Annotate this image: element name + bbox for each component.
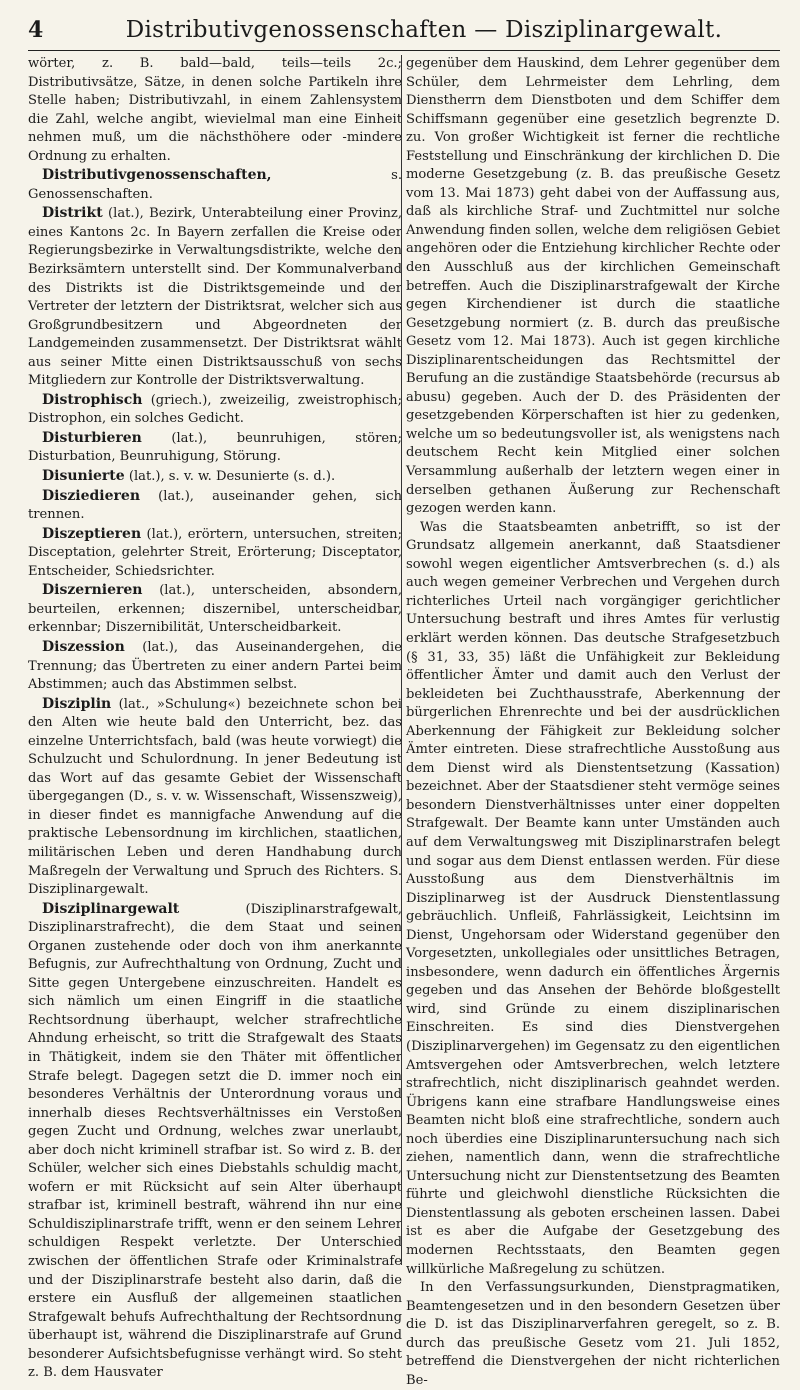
entry-text: (Disziplinarstrafgewalt, Disziplinarstrafrecht), die dem Staat und seinen Organen zustehende oder doch von ihm anerkannte Befugnis, zur Aufrechthaltung von Ordnung, Zucht und Sitte gegen Untergebene einzuschreiten. Handelt es sich nämlich um einen Eingriff in die staatliche Rechtsordnung überhaupt, welcher strafrechtliche Ahndung erheischt, so tritt die Strafgewalt des Staats in Thätigkeit, indem sie den Thäter mit öffentlicher Strafe belegt. Dagegen setzt die D. immer noch ein besonderes Verhältnis der Unterordnung voraus und innerhalb dieses Rechtsverhältnisses ein Verstoßen gegen Zucht und Ordnung, welches zwar unerlaubt, aber doch nicht kriminell strafbar ist. So wird z. B. der Schüler, welcher sich eines Diebstahls schuldig macht, wofern er mit Rücksicht auf sein Alter überhaupt strafbar ist, kriminell bestraft, während ihn nur eine Schuldisziplinarstrafe trifft, wenn er den seinem Lehrer schuldigen Respekt verletzte. Der Unterschied zwischen der öffentlichen Strafe oder Kriminalstrafe und der Disziplinarstrafe besteht also darin, daß die erstere ein Ausfluß der allgemeinen staatlichen Strafgewalt behufs Aufrechthaltung der Rechtsordnung überhaupt ist, während die Disziplinarstrafe auf Grund besonderer Aufsichtsbefugnisse verhängt wird. So steht z. B. dem Hausvater [28, 901, 402, 1381]
dictionary-entry [28, 638, 402, 695]
dictionary-entry [28, 695, 402, 900]
entry-text: (lat.), auseinander gehen, sich trennen. [28, 488, 402, 523]
dictionary-entry [28, 391, 402, 429]
entry-headword: Distributivgenossenschaften, [42, 167, 272, 184]
dictionary-entry [28, 581, 402, 638]
dictionary-entry [28, 204, 402, 390]
entry-text: (lat.), das Auseinandergehen, die Trennung; das Übertreten zu einer andern Partei beim Abstimmen; auch das Abstimmen selbst. [28, 639, 402, 693]
entry-headword: Distrophisch [42, 391, 143, 408]
entry-text: (lat., »Schulung«) bezeichnete schon bei den Alten wie heute bald den Unterricht, bez. das einzelne Unterrichtsfach, bald (was heute vorwiegt) die Schulzucht und Schulordnung. In jener Bedeutung ist das Wort auf das gesamte Gebiet der Wissenschaft übergegangen (D., s. v. w. Wissenschaft, Wissenszweig), in dieser findet es mannigfache Anwendung auf die praktische Lebensordnung im kirchlichen, staatlichen, militärischen Leben und deren Handhabung durch Maßregeln der Verwaltung und Spruch des Richters. S. Disziplinargewalt. [28, 696, 402, 898]
dictionary-entry [28, 429, 402, 467]
left-column [28, 55, 402, 1381]
dictionary-entry [28, 467, 402, 487]
paragraph [406, 1279, 780, 1390]
page-header [28, 10, 780, 50]
entry-text: (lat.), beunruhigen, stören; Disturbation, Beunruhigung, Störung. [28, 430, 402, 465]
entry-text: (lat.), Bezirk, Unterabteilung einer Provinz, eines Kantons 2c. In Bayern zerfallen die Kreise oder Regierungsbezirke in Verwaltungsdistrikte, welche den Bezirksämtern unterstellt sind. Der Kommunalverband des Distrikts ist die Distriktsgemeinde und der Vertreter der letztern der Distriktsrat, welcher sich aus Großgrundbesitzern und Abgeordneten der Landgemeinden zusammensetzt. Der Distriktsrat wählt aus seiner Mitte einen Distriktsausschuß von sechs Mitgliedern zur Kontrolle der Distriktsverwaltung. [28, 206, 402, 389]
dictionary-entry [28, 487, 402, 525]
entry-text: Was die Staatsbeamten anbetrifft, so ist der Grundsatz allgemein anerkannt, daß Staatsdiener sowohl wegen eigentlicher Amtsverbrechen (s. d.) als auch wegen gemeiner Verbrechen und Vergehen durch richterliches Urteil nach vorgängiger gerichtlicher Untersuchung bestraft und ihres Amtes für verlustig erklärt werden können. Das deutsche Strafgesetzbuch (§ 31, 33, 35) läßt die Unfähigkeit zur Bekleidung öffentlicher Ämter und damit auch den Verlust der bekleideten bei Zuchthausstrafe, Aberkennung der bürgerlichen Ehrenrechte und bei der ausdrücklichen Aberkennung der Fähigkeit zur Bekleidung solcher Ämter eintreten. Diese strafrechtliche Ausstoßung aus dem Dienst wird als Dienstentsetzung (Kassation) bezeichnet. Aber der Staatsdiener steht vermöge seines besondern Dienstverhältnisses unter einer doppelten Strafgewalt. Der Beamte kann unter Umständen auch auf dem Verwaltungsweg mit Disziplinarstrafen belegt und sogar aus dem Dienst entlassen werden. Für diese Ausstoßung aus dem Dienstverhältnis im Disziplinarweg ist der Ausdruck Dienstentlassung gebräuchlich. Unfleiß, Fahrlässigkeit, Leichtsinn im Dienst, Ungehorsam oder Widerstand gegenüber den Vorgesetzten, unkollegiales oder unsittliches Betragen, insbesondere, wenn dadurch ein öffentliches Ärgernis gegeben und das Ansehen der Behörde bloßgestellt wird, sind Gründe zu einem disziplinarischen Einschreiten. Es sind dies Dienstvergehen (Disziplinarvergehen) im Gegensatz zu den eigentlichen Amtsvergehen oder Amtsverbrechen, welch letztere strafrechtlich, nicht disziplinarisch geahndet werden. Übrigens kann eine strafbare Handlungsweise eines Beamten nicht bloß eine strafrechtliche, sondern auch noch überdies eine Disziplinaruntersuchung nach sich ziehen, namentlich dann, wenn die strafrechtliche Untersuchung nicht zur Dienstentsetzung des Beamten führte und gleichwohl dienstliche Rücksichten die Dienstentlassung als geboten erscheinen lassen. Dabei ist es aber die Aufgabe der Gesetzgebung des modernen Rechtsstaats, den Beamten gegen willkürliche Maßregelung zu schützen. [406, 519, 780, 1277]
page-number: 4 [28, 17, 44, 43]
entry-headword: Disziplin [42, 695, 112, 712]
entry-text: In den Verfassungsurkunden, Dienstpragmatiken, Beamtengesetzen und in den besondern Gesetzen über die D. ist das Disziplinarverfahren geregelt, so z. B. durch das preußische Gesetz vom 21. Juli 1852, betreffend die Dienstvergehen der nicht richterlichen Be- [406, 1280, 780, 1388]
paragraph [406, 519, 780, 1279]
header-rule [28, 50, 780, 51]
dictionary-entry [28, 166, 402, 204]
entry-text: (griech.), zweizeilig, zweistrophisch; Distrophon, ein solches Gedicht. [28, 392, 402, 427]
paragraph [406, 55, 780, 519]
entry-headword: Disziplinargewalt [42, 900, 180, 917]
running-title: Distributivgenossenschaften — Disziplinargewalt. [125, 17, 723, 43]
dictionary-entry [28, 525, 402, 582]
paragraph [28, 55, 402, 166]
dictionary-entry [28, 900, 402, 1383]
entry-headword: Diszeptieren [42, 525, 142, 542]
entry-text: (lat.), s. v. w. Desunierte (s. d.). [124, 469, 336, 485]
entry-headword: Disturbieren [42, 429, 142, 446]
entry-text: wörter, z. B. bald—bald, teils—teils 2c.; Distributivsätze, Sätze, in denen solche Partikeln ihre Stelle haben; Distributivzahl, in einem Zahlensystem die Zahl, welche angibt, wievielmal man eine Einheit nehmen muß, um die nächsthöhere oder -mindere Ordnung zu erhalten. [28, 56, 402, 164]
entry-text: (lat.), erörtern, untersuchen, streiten; Disceptation, gelehrter Streit, Erörterung; Disceptator, Entscheider, Schiedsrichter. [28, 526, 402, 579]
entry-text: (lat.), unterscheiden, absondern, beurteilen, erkennen; diszernibel, unterscheidbar, erkennbar; Diszernibilität, Unterscheidbarkeit. [28, 583, 402, 636]
entry-headword: Diszession [42, 638, 125, 655]
entry-text: gegenüber dem Hauskind, dem Lehrer gegenüber dem Schüler, dem Lehrmeister dem Lehrling, dem Dienstherrn dem Dienstboten und dem Schiffer dem Schiffsmann gegenüber eine gesetzlich begrenzte D. zu. Von großer Wichtigkeit ist ferner die rechtliche Feststellung und Einschränkung der kirchlichen D. Die moderne Gesetzgebung (z. B. das preußische Gesetz vom 13. Mai 1873) geht dabei von der Auffassung aus, daß als kirchliche Straf- und Zuchtmittel nur solche Anwendung finden sollen, welche dem religiösen Gebiet angehören oder die Entziehung kirchlicher Rechte oder den Ausschluß aus der kirchlichen Gemeinschaft betreffen. Auch die Disziplinarstrafgewalt der Kirche gegen Kirchendiener ist durch die staatliche Gesetzgebung normiert (z. B. durch das preußische Gesetz vom 12. Mai 1873). Auch ist gegen kirchliche Disziplinarentscheidungen das Rechtsmittel der Berufung an die zuständige Staatsbehörde (recursus ab abusu) gegeben. Auch der D. des Präsidenten der gesetzgebenden Körperschaften ist hier zu gedenken, welche um so bedeutungsvoller ist, als wenigstens nach deutschem Recht kein Mitglied einer solchen Versammlung außerhalb der letztern wegen einer in derselben gethanen Äußerung zur Rechenschaft gezogen werden kann. [406, 56, 780, 517]
entry-text: s. Genossenschaften. [28, 168, 402, 202]
entry-headword: Disziedieren [42, 487, 140, 504]
entry-headword: Diszernieren [42, 582, 143, 599]
entry-headword: Disunierte [42, 468, 125, 485]
entry-headword: Distrikt [42, 205, 103, 222]
column-divider [401, 55, 402, 1265]
right-column [406, 55, 780, 1388]
